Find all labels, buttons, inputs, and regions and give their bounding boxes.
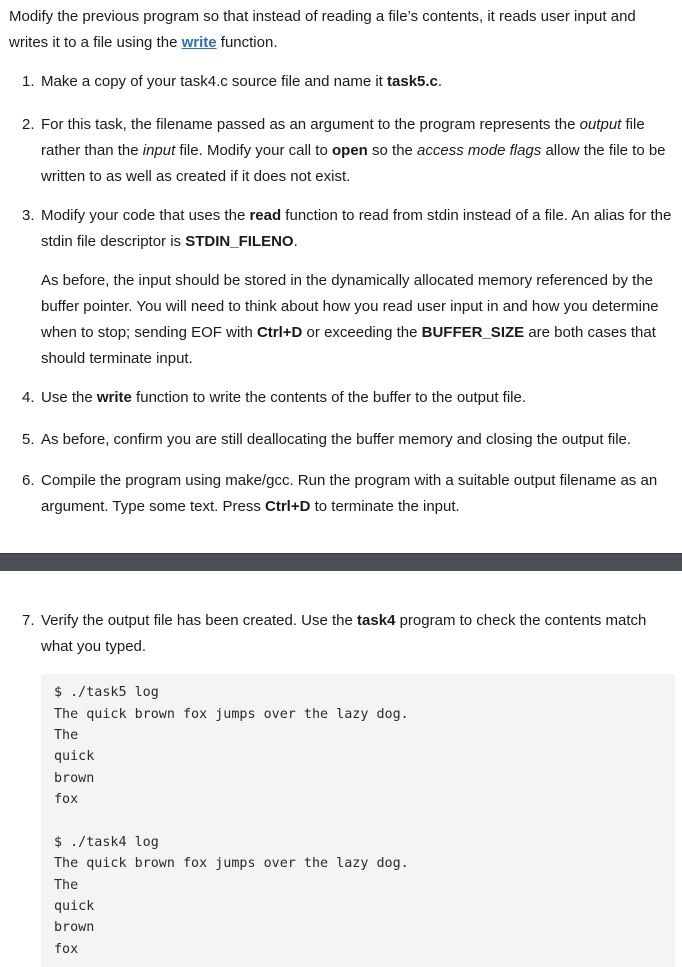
write-function-link[interactable]: write [181,34,217,51]
step-number: 3. [22,207,35,224]
step-text: For this task, the filename passed as an argument to the program represents the output file rather than the input file. Modify your call to open so the access mode flags allow the file to be written to as well as created if it does not exist. [41,116,666,185]
step-6 [22,468,672,520]
code-line: brown [54,771,95,786]
step-number: 5. [22,431,35,448]
intro-text-1: Modify the previous program so that instead of reading a file’s contents, it reads user input and writes it to a file using the [9,8,636,51]
step-4 [22,385,672,411]
code-line: quick [54,899,95,914]
code-line: brown [54,920,95,935]
intro-paragraph [9,4,677,56]
step-number: 7. [22,612,35,629]
step-text: Modify your code that uses the read function to read from stdin instead of a file. An alias for the stdin file descriptor is STDIN_FILENO. [41,207,672,250]
step-7 [22,608,672,660]
code-line: fox [54,792,79,807]
step-number: 1. [22,73,35,90]
code-line: The [54,728,79,743]
code-line: The [54,878,79,893]
step-text: Use the write function to write the contents of the buffer to the output file. [41,389,527,406]
step-number: 4. [22,389,35,406]
code-line: $ ./task5 log [54,685,159,700]
step-text: Verify the output file has been created. Use the task4 program to check the contents match what you typed. [41,612,647,655]
code-line: fox [54,942,79,957]
step-text: As before, confirm you are still deallocating the buffer memory and closing the output file. [41,431,632,448]
step-text: Compile the program using make/gcc. Run the program with a suitable output filename as an argument. Type some text. Press Ctrl+D to terminate the input. [41,472,658,515]
step-1 [22,69,672,95]
code-line: The quick brown fox jumps over the lazy dog. [54,707,409,722]
step-number: 2. [22,116,35,133]
section-divider [0,553,682,571]
step-2 [22,112,672,190]
code-line: quick [54,749,95,764]
code-line: $ ./task4 log [54,835,159,850]
step-3-continuation: As before, the input should be stored in the dynamically allocated memory referenced by the buffer pointer. You will need to think about how you read user input in and how you determine when to stop; sending EOF with Ctrl+D or exceeding the BUFFER_SIZE are both cases that should terminate input. [41,272,659,367]
code-line: The quick brown fox jumps over the lazy dog. [54,856,409,871]
step-number: 6. [22,472,35,489]
step-5 [22,427,672,453]
step-3 [22,203,672,255]
step-text: Make a copy of your task4.c source file and name it task5.c. [41,73,443,90]
code-block [41,674,675,967]
intro-text-2: function. [216,34,278,51]
